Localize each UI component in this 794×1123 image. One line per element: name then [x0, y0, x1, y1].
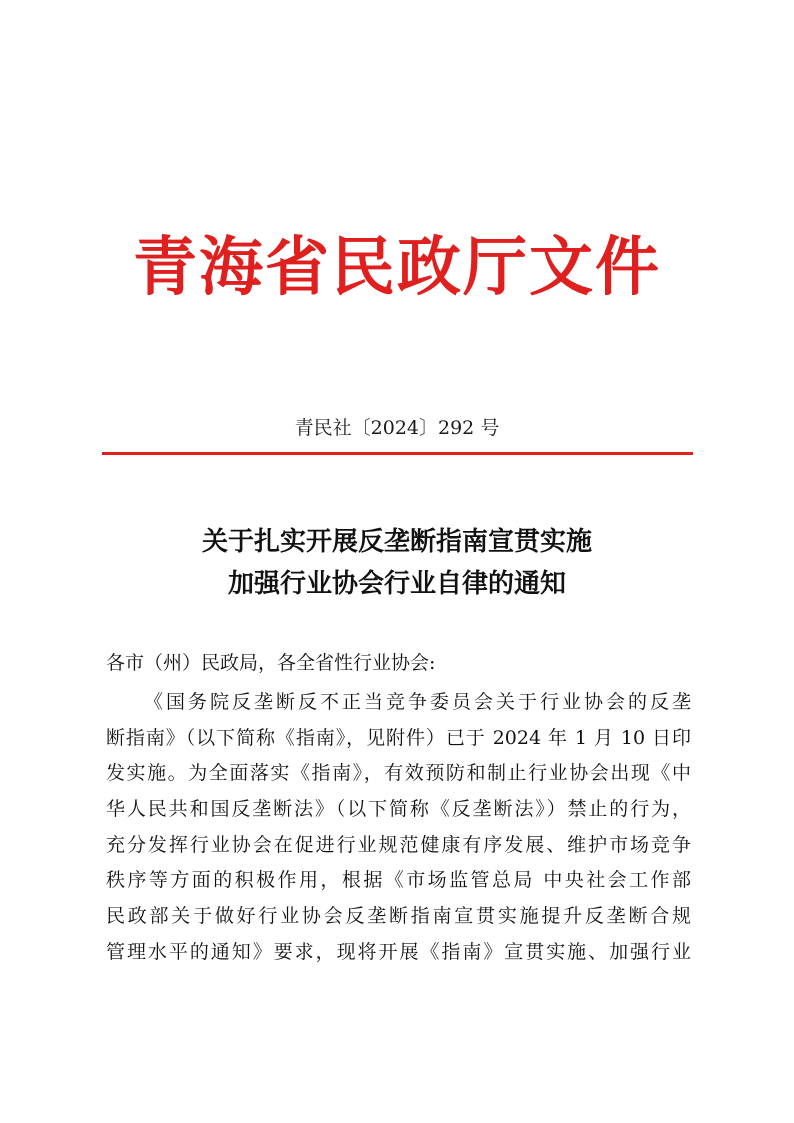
body-line: 秩序等方面的积极作用，根据《市场监管总局 中央社会工作部 — [106, 869, 691, 892]
notice-title-line-2: 加强行业协会行业自律的通知 — [227, 569, 566, 599]
body-line: 发实施。为全面落实《指南》，有效预防和制止行业协会出现《中 — [106, 762, 691, 785]
document-header-title: 青海省民政厅文件 — [133, 230, 661, 305]
body-line: 民政部关于做好行业协会反垄断指南宣贯实施提升反垄断合规 — [106, 905, 691, 928]
body-line: 《国务院反垄断反不正当竞争委员会关于行业协会的反垄 — [144, 691, 691, 713]
notice-title — [0, 521, 794, 605]
document-number: 青民社〔2024〕292 号 — [294, 417, 500, 439]
body-line: 充分发挥行业协会在促进行业规范健康有序发展、维护市场竞争 — [106, 833, 691, 856]
addressee-line: 各市（州）民政局，各全省性行业协会: — [106, 652, 436, 674]
body-paragraph — [106, 685, 691, 971]
body-line: 华人民共和国反垄断法》（以下简称《反垄断法》）禁止的行为， — [106, 798, 691, 821]
red-separator-line — [102, 452, 693, 455]
notice-title-line-1: 关于扎实开展反垄断指南宣贯实施 — [201, 527, 592, 557]
body-line: 管理水平的通知》要求，现将开展《指南》宣贯实施、加强行业 — [106, 940, 691, 963]
body-line: 断指南》（以下简称《指南》，见附件）已于 2024 年 1 月 10 日印 — [106, 726, 691, 749]
